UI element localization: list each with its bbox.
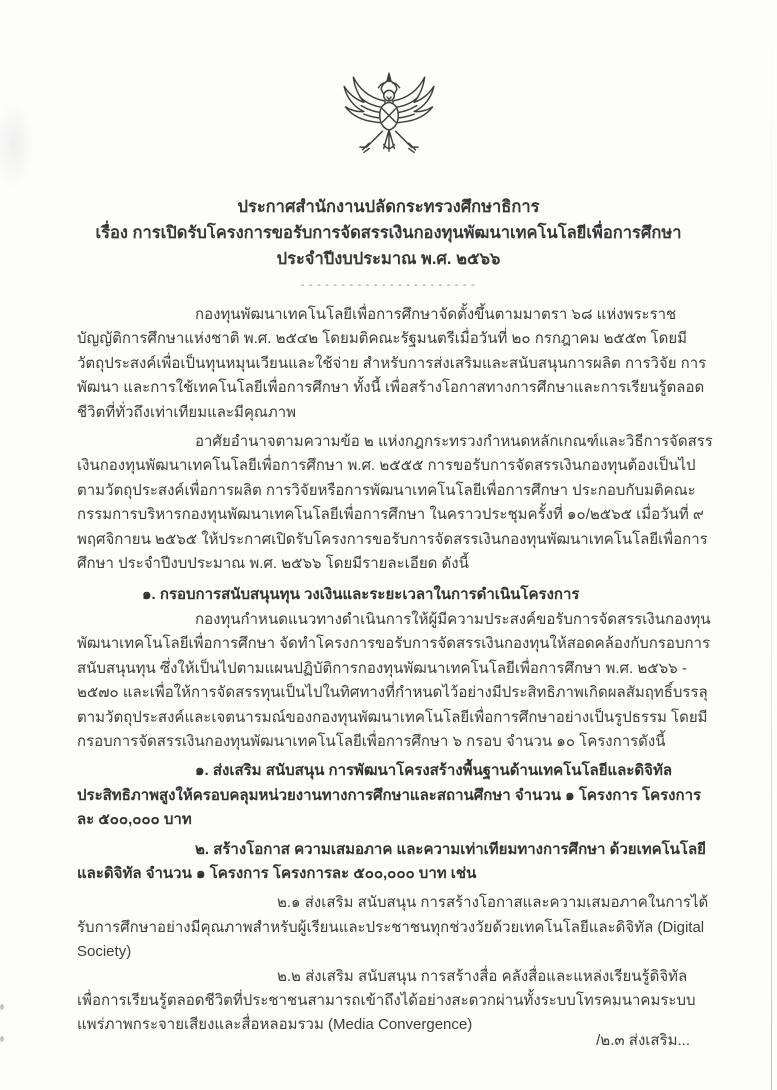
framework-item-2-2: ๒.๒ ส่งเสริม สนับสนุน การสร้างสื่อ คลังสื่อและแหล่งเรียนรู้ดิจิทัล เพื่อการเรียนรู้ตลอดชีวิตที่ประชาชนสามารถเข้าถึงได้อย่างสะดวกผ่านทั้งระบบโทรคมนาคมระบบแพร่ภาพกระจายเสียงและสื่อหลอมรวม (Media Convergence) xyxy=(77,967,696,1034)
continuation-note: /๒.๓ ส่งเสริม... xyxy=(596,1032,690,1049)
title-line-subject: เรื่อง การเปิดรับโครงการขอรับการจัดสรรเงินกองทุนพัฒนาเทคโนโลยีเพื่อการศึกษา xyxy=(95,224,682,242)
scan-speck-artifact xyxy=(0,1004,4,1010)
paragraph-framework: กองทุนกำหนดแนวทางดำเนินการให้ผู้มีความประสงค์ขอรับการจัดสรรเงินกองทุนพัฒนาเทคโนโลยีเพื่อการศึกษา จัดทำโครงการขอรับการจัดสรรเงินกองทุนให้สอดคล้องกับกรอบการสนับสนุนทุน ซึ่งให้เป็นไปตามแผนปฏิบัติการกองทุนพัฒนาเทคโนโลยีเพื่อการศึกษา พ.ศ. ๒๕๖๖ - ๒๕๗๐ และเพื่อให้การจัดสรรทุนเป็นไปในทิศทางที่กำหนดไว้อย่างมีประสิทธิภาพเกิดผลสัมฤทธิ์บรรลุตามวัตถุประสงค์และเจตนารมณ์ของกองทุนพัฒนาเทคโนโลยีเพื่อการศึกษาอย่างเป็นรูปธรรม โดยมีกรอบการจัดสรรเงินกองทุนพัฒนาเทคโนโลยีเพื่อการศึกษา ๖ กรอบ จำนวน ๑๐ โครงการดังนี้ xyxy=(77,610,711,750)
document-body xyxy=(77,303,713,1038)
title-divider: ---------------------- xyxy=(299,280,478,292)
paragraph-legal-authority: อาศัยอำนาจตามความข้อ ๒ แห่งกฎกระทรวงกำหนดหลักเกณฑ์และวิธีการจัดสรรเงินกองทุนพัฒนาเทคโนโลยีเพื่อการศึกษา พ.ศ. ๒๕๕๕ การขอรับการจัดสรรเงินกองทุนต้องเป็นไปตามวัตถุประสงค์เพื่อการผลิต การวิจัยหรือการพัฒนาเทคโนโลยีเพื่อการศึกษา ประกอบกับมติคณะกรรมการบริหารกองทุนพัฒนาเทคโนโลยีเพื่อการศึกษา ในคราวประชุมครั้งที่ ๑๐/๒๕๖๕ เมื่อวันที่ ๙ พฤศจิกายน ๒๕๖๕ ให้ประกาศเปิดรับโครงการขอรับการจัดสรรเงินกองทุนพัฒนาเทคโนโลยีเพื่อการศึกษา ประจำปีงบประมาณ พ.ศ. ๒๕๖๖ โดยมีรายละเอียด ดังนี้ xyxy=(77,433,713,573)
paragraph-fund-establishment: กองทุนพัฒนาเทคโนโลยีเพื่อการศึกษาจัดตั้งขึ้นตามมาตรา ๖๘ แห่งพระราชบัญญัติการศึกษาแห่งชาติ พ.ศ. ๒๕๔๒ โดยมติคณะรัฐมนตรีเมื่อวันที่ ๒๐ กรกฎาคม ๒๕๕๓ โดยมีวัตถุประสงค์เพื่อเป็นทุนหมุนเวียนและใช้จ่าย สำหรับการส่งเสริมและสนับสนุนการผลิต การวิจัย การพัฒนา และการใช้เทคโนโลยีเพื่อการศึกษา ทั้งนี้ เพื่อสร้างโอกาสทางการศึกษาและการเรียนรู้ตลอดชีวิตที่ทั่วถึงเท่าเทียมและมีคุณภาพ xyxy=(77,306,707,421)
framework-item-2-1: ๒.๑ ส่งเสริม สนับสนุน การสร้างโอกาสและความเสมอภาคในการได้รับการศึกษาอย่างมีคุณภาพสำหรับผู้เรียนและประชาชนทุกช่วงวัยด้วยเทคโนโลยีและดิจิทัล (Digital Society) xyxy=(77,894,709,961)
document-title-block xyxy=(0,194,777,272)
title-line-agency: ประกาศสำนักงานปลัดกระทรวงศึกษาธิการ xyxy=(237,198,540,216)
scan-edge-artifact xyxy=(771,0,772,1090)
title-line-fiscal-year: ประจำปีงบประมาณ พ.ศ. ๒๕๖๖ xyxy=(276,250,501,268)
section-1-heading: ๑. กรอบการสนับสนุนทุน วงเงินและระยะเวลาในการดำเนินโครงการ xyxy=(142,586,580,604)
scan-smudge-artifact xyxy=(0,100,34,190)
framework-item-1: ๑. ส่งเสริม สนับสนุน การพัฒนาโครงสร้างพื้นฐานด้านเทคโนโลยีและดิจิทัลประสิทธิภาพสูงให้ครอบคลุมหน่วยงานทางการศึกษาและสถานศึกษา จำนวน ๑ โครงการ โครงการละ ๕๐๐,๐๐๐ บาท xyxy=(77,762,702,829)
framework-item-2: ๒. สร้างโอกาส ความเสมอภาค และความเท่าเทียมทางการศึกษา ด้วยเทคโนโลยีและดิจิทัล จำนวน ๑ โครงการ โครงการละ ๕๐๐,๐๐๐ บาท เช่น xyxy=(77,840,706,882)
garuda-emblem-icon xyxy=(323,70,455,190)
scan-speck-artifact xyxy=(0,1036,4,1042)
